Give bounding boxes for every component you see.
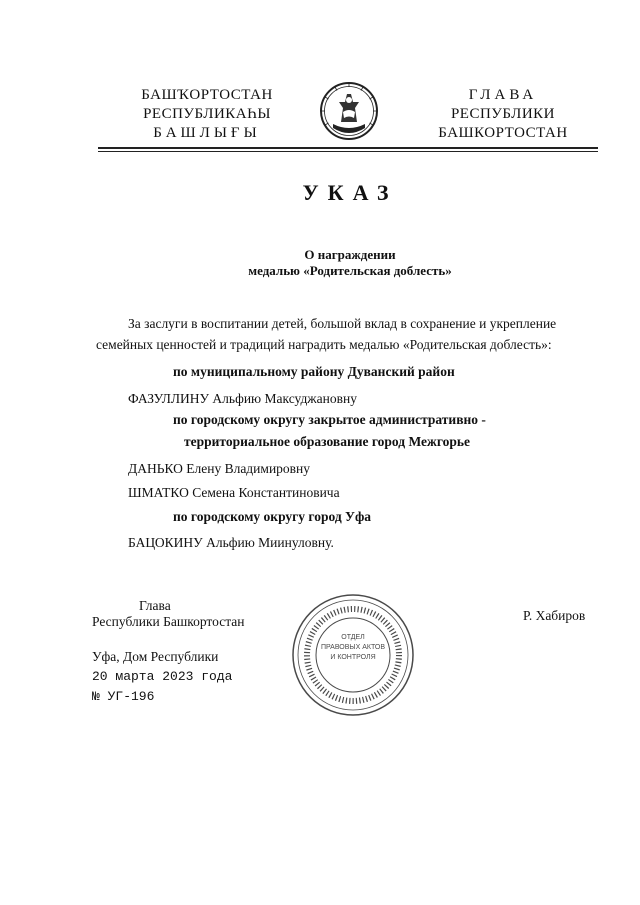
header-left-line-2: РЕСПУБЛИКАҺЫ	[143, 106, 271, 122]
signing-place: Уфа, Дом Республики	[92, 649, 219, 664]
header-right-line-3: БАШКОРТОСТАН	[438, 125, 568, 141]
signature-title-line-1: Глава	[139, 598, 171, 613]
subject-line-1: О награждении	[304, 247, 396, 262]
stamp-line-1: ОТДЕЛ	[341, 634, 365, 641]
decree-number: № УГ-196	[92, 689, 155, 704]
header-left-line-1: БАШҠОРТОСТАН	[141, 87, 273, 103]
header-divider-thick	[98, 147, 598, 149]
header-russian-title	[408, 86, 598, 143]
signatory-name: Р. Хабиров	[523, 608, 586, 623]
header-right-line-2: РЕСПУБЛИКИ	[450, 106, 556, 122]
award-district: по муниципальному району Дуванский район	[173, 364, 455, 379]
stamp-line-2: ПРАВОВЫХ АКТОВ	[320, 644, 386, 651]
stamp-line-3: И КОНТРОЛЯ	[330, 654, 376, 661]
header-left-line-3: БАШЛЫҒЫ	[153, 125, 261, 141]
header-bashkir-title	[112, 86, 302, 143]
intro-line-1: За заслуги в воспитании детей, большой вклад в сохранение и укрепление	[128, 316, 557, 331]
award-district: по городскому округу закрытое административно -	[173, 412, 486, 427]
intro-line-2: семейных ценностей и традиций наградить медалью «Родительская доблесть»:	[96, 337, 552, 352]
header-divider-thin	[98, 151, 598, 152]
signature-title-line-2: Республики Башкортостан	[92, 614, 245, 629]
header-right-line-1: ГЛАВА	[468, 87, 538, 103]
award-district: по городскому округу город Уфа	[173, 509, 372, 524]
document-type-title: УКАЗ	[302, 180, 398, 205]
award-person: ШМАТКО Семена Константиновича	[128, 485, 340, 500]
bashkortostan-coat-of-arms-icon	[319, 80, 379, 142]
signing-date: 20 марта 2023 года	[92, 669, 233, 684]
subject-line-2: медалью «Родительская доблесть»	[248, 263, 452, 278]
award-person: ДАНЬКО Елену Владимировну	[128, 461, 311, 476]
round-seal-icon	[291, 593, 415, 717]
award-person: ФАЗУЛЛИНУ Альфию Максуджановну	[128, 391, 357, 406]
award-person: БАЦОКИНУ Альфию Миинуловну.	[128, 535, 334, 550]
award-district: территориальное образование город Межгорье	[184, 434, 471, 449]
